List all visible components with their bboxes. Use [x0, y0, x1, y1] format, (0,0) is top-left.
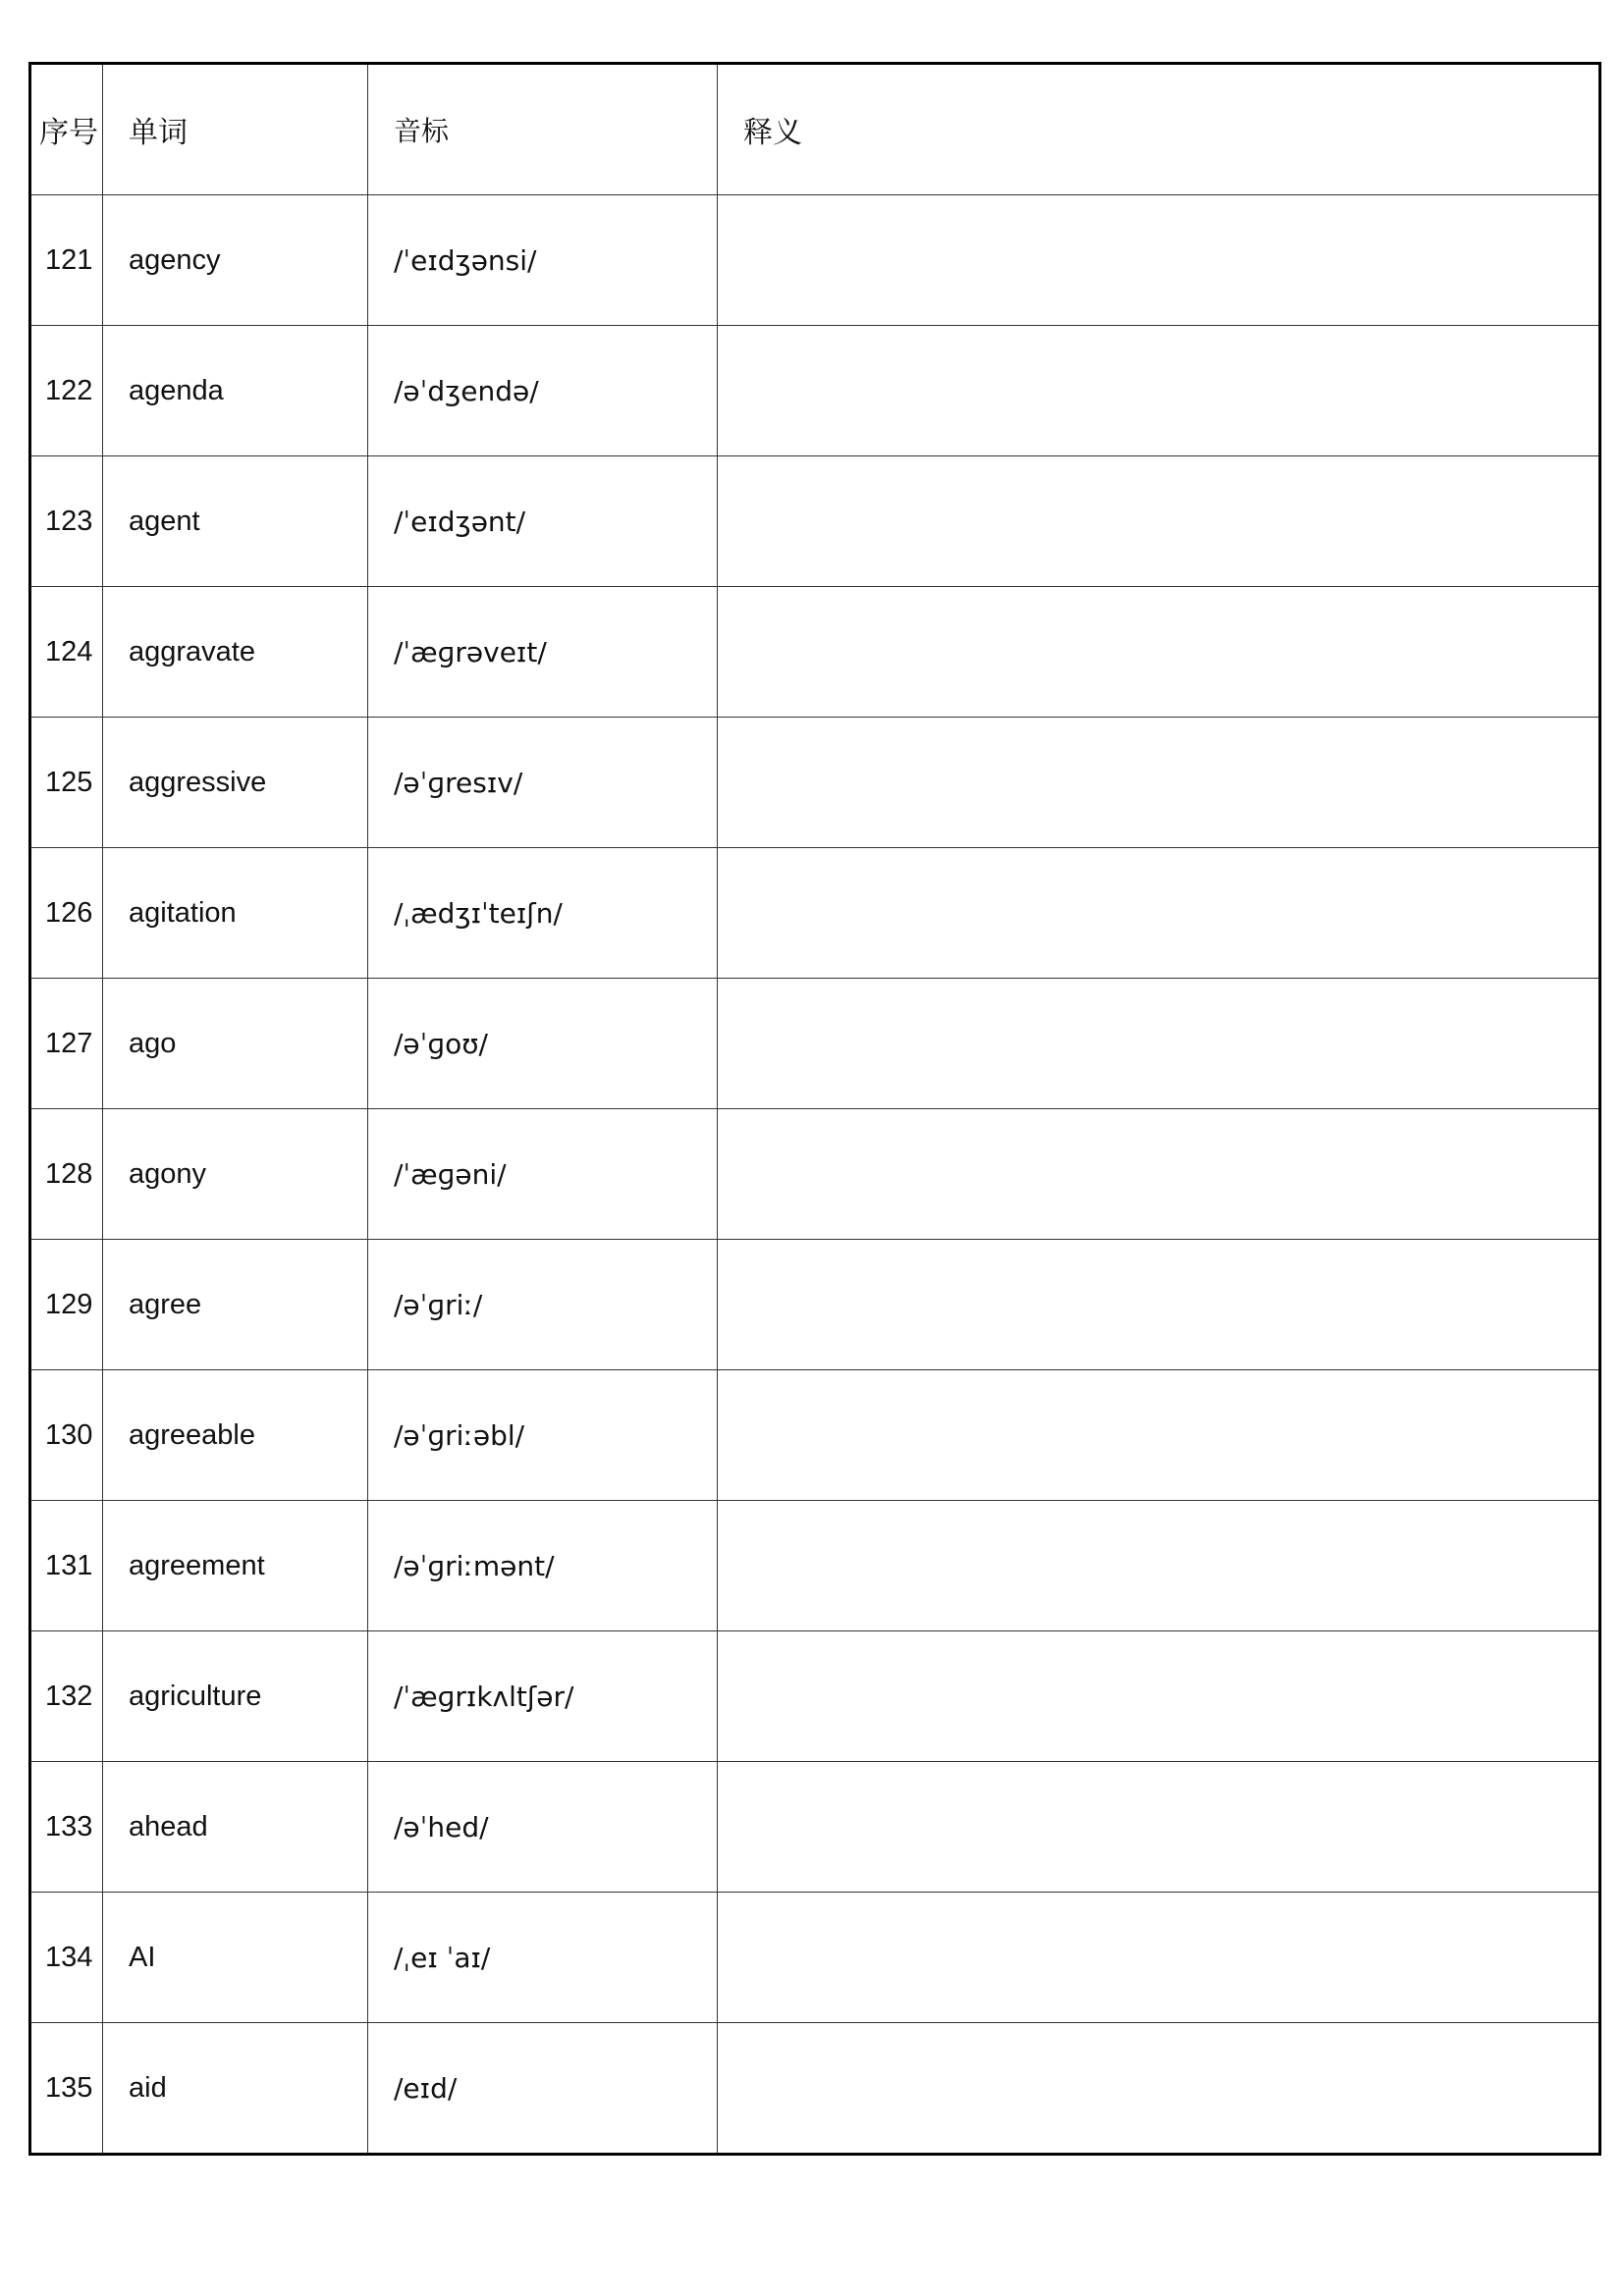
table-row [30, 456, 1600, 587]
row-phonetic: /ˈeɪdʒənt/ [368, 456, 718, 587]
table-row [30, 326, 1600, 456]
row-number: 135 [30, 2023, 103, 2155]
header-word: 单词 [103, 64, 368, 195]
row-meaning [718, 718, 1600, 848]
row-phonetic: /əˈɡresɪv/ [368, 718, 718, 848]
row-phonetic: /ˌeɪ ˈaɪ/ [368, 1893, 718, 2023]
row-word: AI [103, 1893, 368, 2023]
row-phonetic: /ˌædʒɪˈteɪʃn/ [368, 848, 718, 979]
row-number: 129 [30, 1240, 103, 1370]
row-number: 133 [30, 1762, 103, 1893]
header-phonetic: 音标 [368, 64, 718, 195]
row-number: 123 [30, 456, 103, 587]
row-number: 132 [30, 1631, 103, 1762]
row-number: 126 [30, 848, 103, 979]
row-word: aid [103, 2023, 368, 2155]
row-number: 124 [30, 587, 103, 718]
row-meaning [718, 587, 1600, 718]
row-number: 127 [30, 979, 103, 1109]
row-phonetic: /əˈdʒendə/ [368, 326, 718, 456]
row-meaning [718, 979, 1600, 1109]
row-phonetic: /ˈæɡrəveɪt/ [368, 587, 718, 718]
row-word: agency [103, 195, 368, 326]
row-word: agony [103, 1109, 368, 1240]
row-word: agree [103, 1240, 368, 1370]
row-meaning [718, 1370, 1600, 1501]
row-phonetic: /əˈɡriːmənt/ [368, 1501, 718, 1631]
table-row [30, 718, 1600, 848]
row-word: agent [103, 456, 368, 587]
row-phonetic: /eɪd/ [368, 2023, 718, 2155]
row-meaning [718, 1762, 1600, 1893]
row-word: agenda [103, 326, 368, 456]
table-row [30, 1631, 1600, 1762]
row-meaning [718, 195, 1600, 326]
table-row [30, 2023, 1600, 2155]
row-number: 125 [30, 718, 103, 848]
table-row [30, 1109, 1600, 1240]
row-meaning [718, 1631, 1600, 1762]
row-phonetic: /ˈæɡəni/ [368, 1109, 718, 1240]
row-phonetic: /əˈhed/ [368, 1762, 718, 1893]
row-word: aggressive [103, 718, 368, 848]
row-number: 130 [30, 1370, 103, 1501]
row-meaning [718, 326, 1600, 456]
table-header-row [30, 64, 1600, 195]
row-phonetic: /əˈɡoʊ/ [368, 979, 718, 1109]
row-number: 121 [30, 195, 103, 326]
table-row [30, 1762, 1600, 1893]
table-row [30, 979, 1600, 1109]
row-word: agreement [103, 1501, 368, 1631]
row-number: 128 [30, 1109, 103, 1240]
row-word: ahead [103, 1762, 368, 1893]
row-word: ago [103, 979, 368, 1109]
row-number: 131 [30, 1501, 103, 1631]
row-meaning [718, 848, 1600, 979]
row-word: aggravate [103, 587, 368, 718]
vocabulary-table [28, 62, 1601, 2156]
table-row [30, 1240, 1600, 1370]
table-row [30, 1370, 1600, 1501]
row-meaning [718, 1501, 1600, 1631]
row-meaning [718, 1893, 1600, 2023]
row-number: 134 [30, 1893, 103, 2023]
row-number: 122 [30, 326, 103, 456]
row-phonetic: /ˈæɡrɪkʌltʃər/ [368, 1631, 718, 1762]
row-phonetic: /əˈɡriː/ [368, 1240, 718, 1370]
table-row [30, 587, 1600, 718]
header-number: 序号 [30, 64, 103, 195]
table-row [30, 195, 1600, 326]
table-row [30, 1893, 1600, 2023]
row-meaning [718, 2023, 1600, 2155]
row-phonetic: /əˈɡriːəbl/ [368, 1370, 718, 1501]
row-meaning [718, 1240, 1600, 1370]
table-row [30, 1501, 1600, 1631]
row-word: agreeable [103, 1370, 368, 1501]
row-meaning [718, 456, 1600, 587]
table-row [30, 848, 1600, 979]
row-word: agitation [103, 848, 368, 979]
row-word: agriculture [103, 1631, 368, 1762]
row-meaning [718, 1109, 1600, 1240]
header-meaning: 释义 [718, 64, 1600, 195]
row-phonetic: /ˈeɪdʒənsi/ [368, 195, 718, 326]
